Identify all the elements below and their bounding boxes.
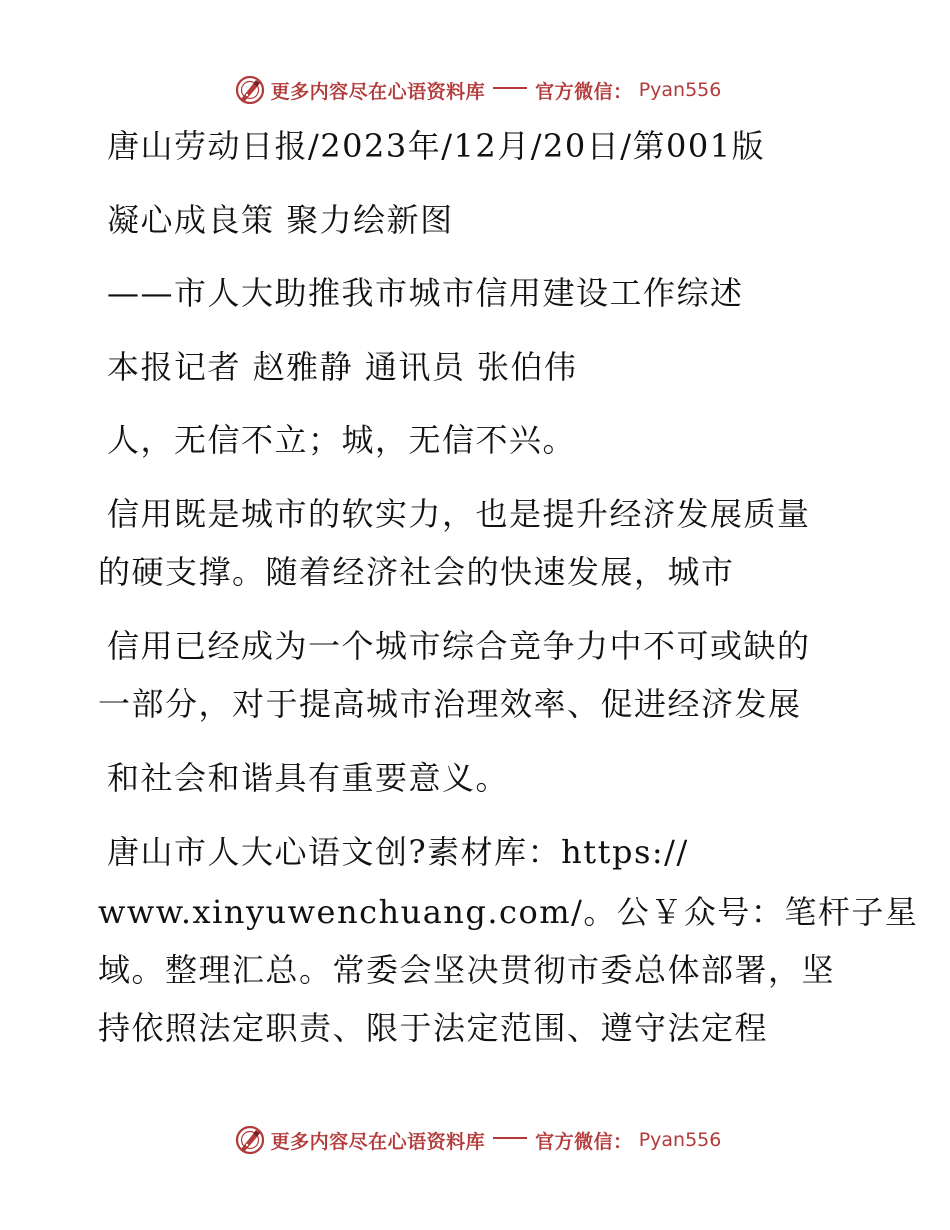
watermark-text: 更多内容尽在心语资料库 xyxy=(270,1130,486,1153)
article-paragraph-line: 人，无信不立；城，无信不兴。 xyxy=(107,421,577,459)
watermark-separator xyxy=(493,87,527,89)
article-paragraph-line: 域。整理汇总。常委会坚决贯彻市委总体部署，坚 xyxy=(98,951,836,989)
article-paragraph-line: 一部分，对于提高城市治理效率、促进经济发展 xyxy=(98,685,802,723)
watermark-suffix: 官方微信： xyxy=(535,80,633,103)
watermark-content xyxy=(235,1125,722,1155)
article-paragraph-line: 唐山市人大心语文创?素材库：https:// xyxy=(107,833,689,871)
watermark-banner-top xyxy=(0,72,950,108)
watermark-text: 更多内容尽在心语资料库 xyxy=(270,80,486,103)
newspaper-source-line: 唐山劳动日报/2023年/12月/20日/第001版 xyxy=(107,127,766,165)
article-subtitle: ——市人大助推我市城市信用建设工作综述 xyxy=(107,274,744,312)
watermark-separator xyxy=(493,1137,527,1139)
article-paragraph-line: www.xinyuwenchuang.com/。公￥众号：笔杆子星 xyxy=(98,893,919,931)
watermark-content xyxy=(235,75,722,105)
article-paragraph-line: 信用已经成为一个城市综合竞争力中不可或缺的 xyxy=(107,627,811,665)
watermark-wechat-id: Pyan556 xyxy=(638,1129,722,1151)
article-paragraph-line: 持依照法定职责、限于法定范围、遵守法定程 xyxy=(98,1009,769,1047)
watermark-suffix: 官方微信： xyxy=(535,1130,633,1153)
watermark-banner-bottom xyxy=(0,1122,950,1158)
article-paragraph-line: 信用既是城市的软实力，也是提升经济发展质量 xyxy=(107,495,811,533)
article-paragraph-line: 的硬支撑。随着经济社会的快速发展，城市 xyxy=(98,553,735,591)
article-byline: 本报记者 赵雅静 通讯员 张伯伟 xyxy=(107,348,578,386)
pen-nib-logo-icon xyxy=(235,1125,265,1155)
pen-nib-logo-icon xyxy=(235,75,265,105)
article-title: 凝心成良策 聚力绘新图 xyxy=(107,201,454,239)
article-paragraph-line: 和社会和谐具有重要意义。 xyxy=(107,759,510,797)
watermark-wechat-id: Pyan556 xyxy=(638,79,722,101)
